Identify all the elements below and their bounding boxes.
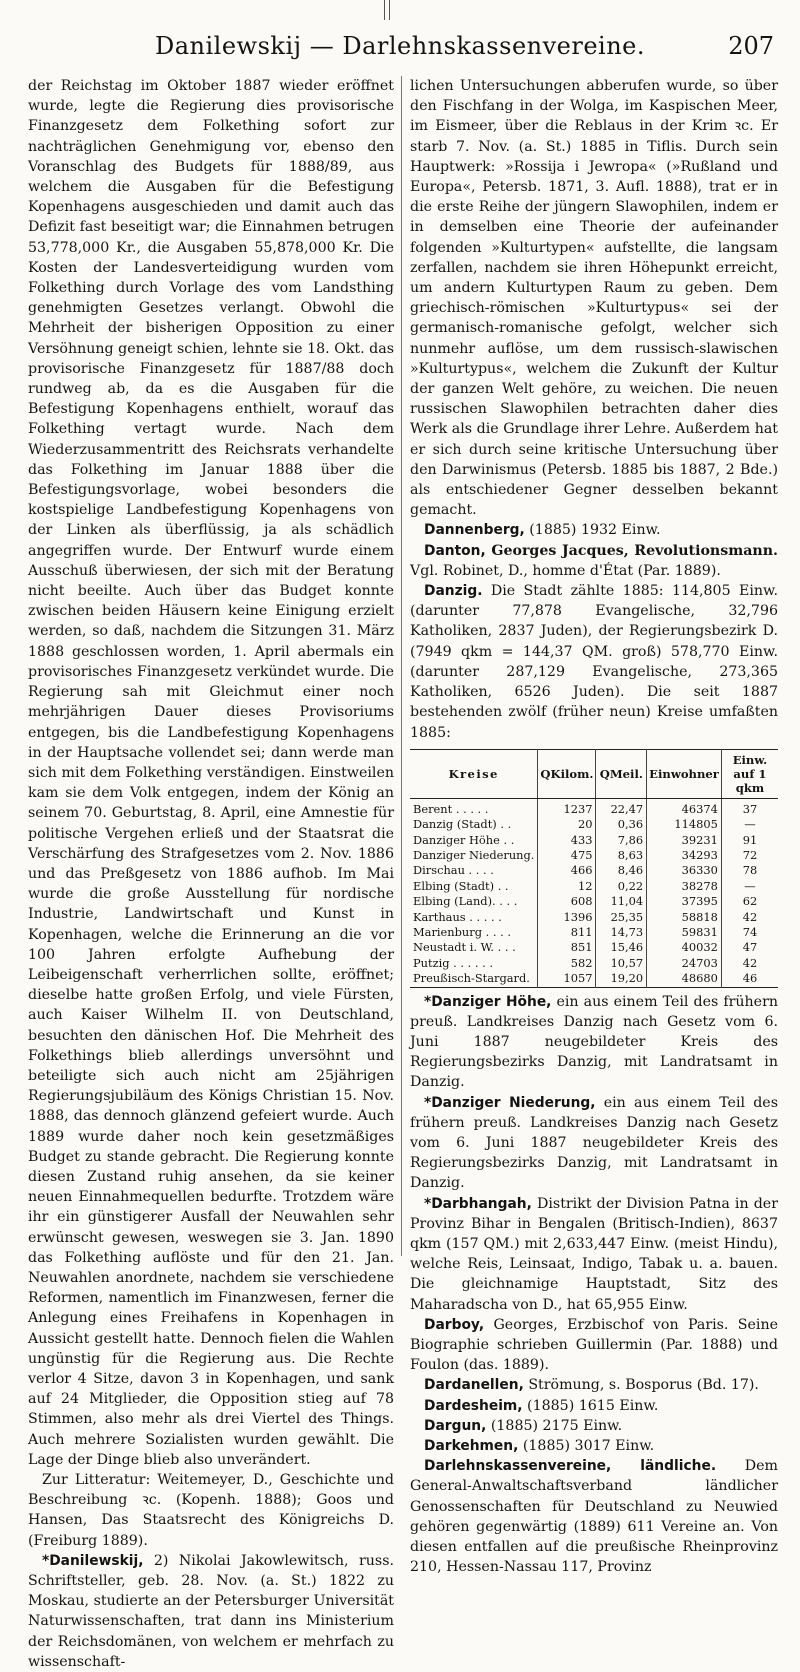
table-row: [410, 940, 778, 955]
table-header-cell: QMeil.: [596, 749, 647, 798]
entry-danilewskij: [28, 1551, 394, 1672]
table-header-cell: Einwohner: [647, 749, 722, 798]
table-cell-kreis: Danziger Höhe . .: [410, 833, 538, 848]
table-cell: 14,73: [596, 925, 647, 940]
headword: Dardesheim,: [424, 1397, 523, 1414]
table-cell: 19,20: [596, 971, 647, 987]
table-cell-kreis: Elbing (Stadt) . .: [410, 879, 538, 894]
table-row: [410, 956, 778, 971]
entry-text: (1885) 2175 Einw.: [486, 1417, 623, 1434]
table-cell: 7,86: [596, 833, 647, 848]
table-cell-kreis: Putzig . . . . . .: [410, 956, 538, 971]
table-cell-kreis: Karthaus . . . . .: [410, 910, 538, 925]
entry-text: Vgl. Robinet, D., homme d'État (Par. 1889).: [410, 562, 721, 579]
entry-text: Strömung, s. Bosporus (Bd. 17).: [523, 1377, 759, 1394]
headword: Dannenberg,: [424, 522, 525, 539]
headword: *Darbhangah,: [424, 1195, 532, 1212]
table-cell: 46: [742, 971, 758, 986]
headword: Darlehnskassenvereine, ländliche.: [424, 1458, 717, 1475]
table-cell: 20: [538, 817, 596, 832]
entry-text: Dem General-Anwaltschaftsverband ländlicher Genossenschaften für Deutschland zu Neuwied gehören gegenwärtig (1889) 611 Vereine an. Von diesen entfallen auf die preußische Rheinprovinz 210, Hessen-Nassau 117, Provinz: [410, 1458, 778, 1576]
headword: Dardanellen,: [424, 1377, 524, 1394]
running-header: [0, 0, 800, 64]
table-cell-kreis: Danzig (Stadt) . .: [410, 817, 538, 832]
running-title: Danilewskij — Darlehnskassenvereine.: [154, 32, 646, 60]
entry-darboy: [410, 1315, 778, 1376]
table-row: [410, 910, 778, 925]
table-cell: 1057: [538, 971, 596, 987]
table-cell: 1237: [538, 798, 596, 817]
headword: Danton,: [424, 542, 486, 559]
table-cell: 8,63: [596, 848, 647, 863]
table-cell: 475: [538, 848, 596, 863]
entry-dannenberg: [410, 520, 778, 540]
table-cell: 0,22: [596, 879, 647, 894]
table-cell: 59831: [647, 925, 722, 940]
table-cell: 58818: [647, 910, 722, 925]
table-cell-kreis: Dirschau . . . .: [410, 863, 538, 878]
left-column: [28, 76, 394, 1672]
column-divider: [401, 76, 402, 1256]
entry-danziger-hoehe: [410, 992, 778, 1093]
entry-text: (1885) 1615 Einw.: [522, 1397, 659, 1414]
table-cell: 62: [742, 894, 758, 909]
entry-darkehmen: [410, 1436, 778, 1456]
table-cell: 851: [538, 940, 596, 955]
table-cell: 114805: [647, 817, 722, 832]
table-cell: 8,46: [596, 863, 647, 878]
table-cell: —: [744, 817, 756, 832]
table-cell: 38278: [647, 879, 722, 894]
table-body: [410, 798, 778, 987]
table-row: [410, 863, 778, 878]
table-header-row: [410, 749, 778, 798]
table-cell: 24703: [647, 956, 722, 971]
table-row: [410, 971, 778, 987]
table-header-cell: QKilom.: [538, 749, 596, 798]
table-cell: 72: [742, 847, 758, 862]
table-cell: 42: [742, 955, 758, 970]
table-cell-kreis: Neustadt i. W. . . .: [410, 940, 538, 955]
table-cell-kreis: Berent . . . . .: [410, 798, 538, 817]
paragraph-literature: Zur Litteratur: Weitemeyer, D., Geschichte und Beschreibung ꝛc. (Kopenh. 1888); Goos und Hansen, Das Staatsrecht des Königreichs D. (Freiburg 1889).: [28, 1472, 394, 1549]
table-row: [410, 879, 778, 894]
table-row: [410, 798, 778, 817]
table-cell: 466: [538, 863, 596, 878]
entry-dardanellen: [410, 1375, 778, 1395]
table-cell: 811: [538, 925, 596, 940]
table-header-cell: Kreise: [410, 749, 538, 798]
entry-darlehnskassenvereine: [410, 1456, 778, 1577]
table-cell-kreis: Danziger Niederung.: [410, 848, 538, 863]
table-cell: —: [744, 878, 756, 893]
table-cell-kreis: Elbing (Land). . . .: [410, 894, 538, 909]
entry-text: Die Stadt zählte 1885: 114,805 Einw. (darunter 77,878 Evangelische, 32,796 Katholiken, 2837 Juden), der Regierungsbezirk D. (7949 qkm = 144,37 QM. groß) 578,770 Einw. (darunter 287,129 Evangelische, 273,365 Katholiken, 6526 Juden). Die seit 1887 bestehenden zwölf (früher neun) Kreise umfaßten 1885:: [410, 583, 778, 741]
headword: *Danilewskij,: [42, 1552, 144, 1569]
table-cell: 48680: [647, 971, 722, 987]
table-cell: 78: [742, 863, 758, 878]
table-cell: 15,46: [596, 940, 647, 955]
table-cell-kreis: Preußisch-Stargard.: [410, 971, 538, 987]
entry-danton: [410, 541, 778, 581]
entry-darbhangah: [410, 1194, 778, 1315]
entry-dargun: [410, 1416, 778, 1436]
table-cell: 582: [538, 956, 596, 971]
table-cell: 11,04: [596, 894, 647, 909]
table-cell: 433: [538, 833, 596, 848]
entry-dardesheim: [410, 1396, 778, 1416]
table-row: [410, 848, 778, 863]
headword: Darboy,: [424, 1316, 485, 1333]
entry-danzig: [410, 581, 778, 743]
table-cell: 91: [742, 832, 758, 847]
entry-text: Georges, Erzbischof von Paris. Seine Biographie schrieben Guillermin (Par. 1888) und Foulon (das. 1889).: [410, 1316, 778, 1374]
entry-text: Distrikt der Division Patna in der Provinz Bihar in Bengalen (Britisch-Indien), 8637 qkm (157 QM.) mit 2,633,447 Einw. (meist Hindu), welche Reis, Leinsaat, Indigo, Tabak u. a. bauen. Die gleichnamige Hauptstadt, Sitz des Maharadscha von D., hat 65,955 Einw.: [410, 1195, 778, 1313]
headword: Darkehmen,: [424, 1438, 519, 1455]
table-row: [410, 894, 778, 909]
table-cell: 1396: [538, 910, 596, 925]
table-row: [410, 833, 778, 848]
table-cell: 40032: [647, 940, 722, 955]
binding-mark: [384, 0, 390, 20]
table-cell: 36330: [647, 863, 722, 878]
entry-text: ein aus einem Teil des frühern preuß. Landkreises Danzig nach Gesetz vom 6. Juni 1887 neugebildeter Kreis des Regierungsbezirks Danzig, mit Landratsamt in Danzig.: [410, 993, 778, 1091]
table-cell-kreis: Marienburg . . . .: [410, 925, 538, 940]
entry-text: ein aus einem Teil des frühern preuß. Landkreises Danzig nach Gesetz vom 6. Juni 1887 neugebildeter Kreis des Regierungsbezirks Danzig, mit Landratsamt in Danzig.: [410, 1094, 778, 1192]
table-cell: 46374: [647, 798, 722, 817]
page-number: 207: [728, 32, 774, 60]
table-cell: 37395: [647, 894, 722, 909]
entry-text: 2) Nikolai Jakowlewitsch, russ. Schriftsteller, geb. 28. Nov. (a. St.) 1822 zu Moskau, studierte an der Petersburger Universität Naturwissenschaften, trat dann ins Ministerium der Reichsdomänen, von welchem er mehrfach zu wissenschaft-: [28, 1552, 394, 1670]
table-cell: 34293: [647, 848, 722, 863]
headword: *Danziger Höhe,: [424, 993, 552, 1010]
entry-subtitle: Georges Jacques, Revolutionsmann.: [485, 542, 778, 559]
table-cell: 25,35: [596, 910, 647, 925]
headword: Dargun,: [424, 1417, 487, 1434]
table-cell: 37: [742, 801, 758, 816]
headword: *Danziger Niederung,: [424, 1094, 596, 1111]
headword: Danzig.: [424, 583, 483, 600]
entry-text: (1885) 3017 Einw.: [518, 1438, 655, 1455]
table-cell: 608: [538, 894, 596, 909]
table-cell: 0,36: [596, 817, 647, 832]
paragraph-danilewskij-continued: lichen Untersuchungen abberufen wurde, so über den Fischfang in der Wolga, im Kaspischen Meer, im Eismeer, über die Reblaus in der Krim ꝛc. Er starb 7. Nov. (a. St.) 1885 in Tiflis. Durch sein Hauptwerk: »Rossija i Jewropa« (»Rußland und Europa«, Petersb. 1871, 3. Aufl. 1888), trat er in die erste Reihe der jüngern Slawophilen, indem er in demselben eine Theorie der aufeinander folgenden »Kulturtypen« aufstellte, die langsam zerfallen, nachdem sie ihren Höhepunkt erreicht, um andern Kulturtypen Raum zu geben. Dem griechisch-römischen »Kulturtypus« sei der germanisch-romanische gefolgt, welcher sich nunmehr auflöse, um dem russisch-slawischen »Kulturtypus«, welchem die Zukunft der Kultur der ganzen Welt gehöre, zu weichen. Die neuen russischen Slawophilen betrachten daher dies Werk als die Grundlage ihrer Lehre. Außerdem hat er sich durch seine kritische Untersuchung über den Darwinismus (Petersb. 1885 bis 1887, 2 Bde.) als entschiedener Gegner desselben bekannt gemacht.: [410, 78, 778, 519]
right-column: [410, 76, 778, 1577]
entry-danziger-niederung: [410, 1093, 778, 1194]
table-cell: 42: [742, 909, 758, 924]
table-cell: 12: [538, 879, 596, 894]
table-row: [410, 817, 778, 832]
table-cell: 74: [742, 924, 758, 939]
table-cell: 39231: [647, 833, 722, 848]
kreise-table: [410, 749, 778, 988]
table-row: [410, 925, 778, 940]
table-cell: 10,57: [596, 956, 647, 971]
table-cell: 22,47: [596, 798, 647, 817]
table-header-cell: Einw. auf 1 qkm: [721, 749, 778, 798]
table-cell: 47: [742, 940, 758, 955]
paragraph-denmark-politics: der Reichstag im Oktober 1887 wieder eröffnet wurde, legte die Regierung dies provisorische Finanzgesetz dem Folkething sofort zur nachträglichen Genehmigung vor, ebenso den Voranschlag des Budgets für 1888/89, aus welchem die Ausgaben für die Befestigung Kopenhagens ausgeschieden und damit auch das Defizit fast beseitigt war; die Einnahmen betrugen 53,778,000 Kr., die Ausgaben 55,878,000 Kr. Die Kosten der Landesverteidigung wurden vom Folkething durch Vorlage des vom Landsthing genehmigten Gesetzes verlangt. Obwohl die Mehrheit der bisherigen Opposition zu einer Versöhnung geneigt schien, lehnte sie 18. Okt. das provisorische Finanzgesetz für 1887/88 doch rundweg ab, da es die Ausgaben für die Befestigung Kopenhagens enthielt, worauf das Folkething vertagt wurde. Nach dem Wiederzusammentritt des Reichsrats verhandelte das Folkething im Januar 1888 über die Befestigungsvorlage, wobei besonders die kostspielige Landbefestigung Kopenhagens von der Linken als überflüssig, ja als schädlich angegriffen wurde. Der Entwurf wurde einem Ausschuß überwiesen, der sich mit der Beratung nicht beeilte. Auch über das Budget konnte zwischen beiden Häusern keine Einigung erzielt werden, so daß, nachdem die Sitzungen 31. März 1888 geschlossen worden, 1. April abermals ein provisorisches Finanzgesetz verkündet wurde. Die Regierung sah mit Gleichmut einer noch mehrjährigen Dauer dieses Provisoriums entgegen, bis die Landbefestigung Kopenhagens in der Hauptsache vollendet sei; dann werde man sich mit dem Folkething verständigen. Einstweilen kam sie dem Volk entgegen, indem der König an seinem 70. Geburtstag, 8. April, eine Amnestie für politische Vergehen erließ und der Staatsrat die Verschärfung des Strafgesetzes vom 2. Nov. 1886 und das Preßgesetz von 1886 aufhob. Im Mai wurde die große Ausstellung für nordische Industrie, Landwirtschaft und Kunst in Kopenhagen, welche die Erinnerung an die vor 100 Jahren erfolgte Aufhebung der Leibeigenschaft verherrlichen sollte, eröffnet; dieselbe hatte großen Erfolg, und viele Fürsten, auch Kaiser Wilhelm II. von Deutschland, besuchten den dänischen Hof. Die Mehrheit des Folkethings blieb allerdings unversöhnt und beteiligte sich auch nicht am 25jährigen Regierungsjubiläum des Königs Christian 15. Nov. 1888, das dennoch glänzend gefeiert wurde. Auch 1889 wurde daher noch kein gesetzmäßiges Budget zu stande gebracht. Die Regierung konnte diesen Zustand ruhig ansehen, da sie keiner neuen Einnahmequellen bedurfte. Trotzdem wäre ihr ein günstigerer Ausfall der Neuwahlen sehr erwünscht gewesen, weswegen sie 3. Jan. 1890 das Folkething auflöste und für den 21. Jan. Neuwahlen anordnete, nachdem sie verschiedene Reformen, namentlich im Finanzwesen, ferner die Anlegung eines Freihafens in Kopenhagen in Aussicht gestellt hatte. Dennoch fielen die Wahlen ungünstig für die Regierung aus. Die Rechte verlor 4 Sitze, davon 3 in Kopenhagen, und sank auf 24 Mitglieder, die Opposition stieg auf 78 Stimmen, also mehr als drei Viertel des Things. Auch mehrere Sozialisten wurden gewählt. Die Lage der Dinge blieb also unverändert.: [28, 78, 394, 1468]
entry-text: (1885) 1932 Einw.: [524, 522, 661, 539]
